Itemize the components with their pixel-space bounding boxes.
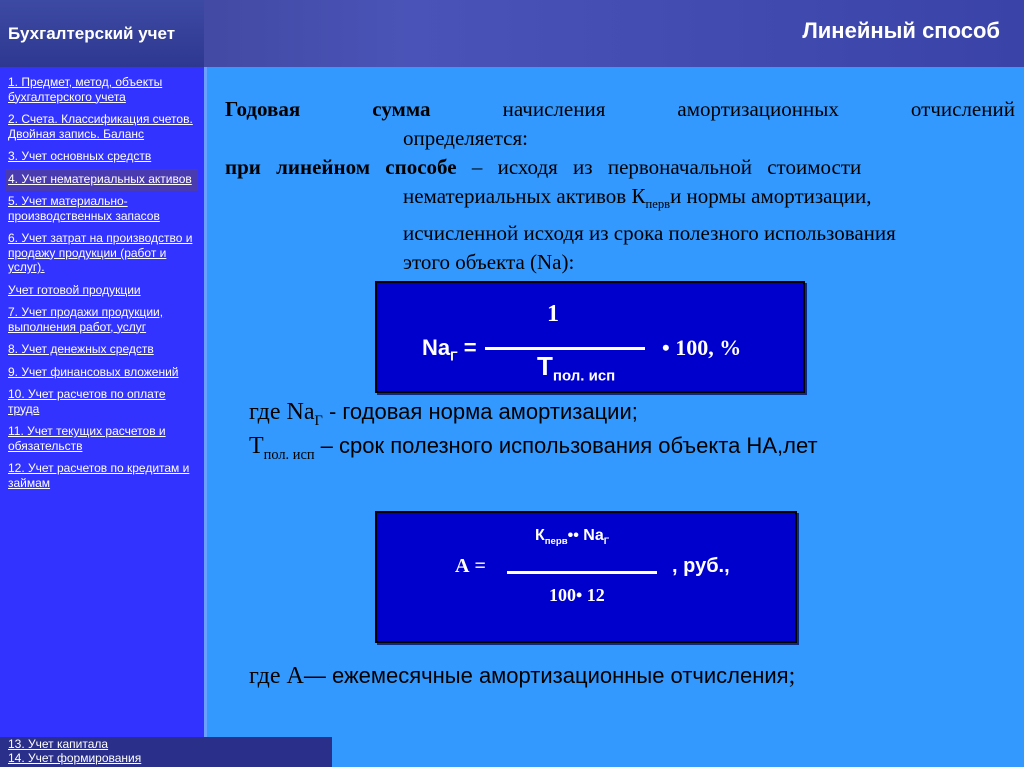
definition-term-sub: пол. исп <box>263 446 315 463</box>
intro-word-2: сумма <box>372 97 431 121</box>
sidebar-item-2[interactable]: 2. Счета. Классификация счетов. Двойная запись. Баланс <box>8 112 193 141</box>
intro-paragraph <box>225 95 1015 277</box>
sidebar-item-12[interactable]: 12. Учет расчетов по кредитам и займам <box>8 461 190 490</box>
formula-amount-denominator: 100• 12 <box>549 585 605 605</box>
definition-rate-term: где Na <box>249 399 315 425</box>
formula-rate-rhs: • 100, % <box>662 335 742 360</box>
intro-line-2: определяется: <box>403 126 528 150</box>
definition-rate-text: - годовая норма амортизации; <box>322 399 638 424</box>
sidebar-item-10[interactable]: 10. Учет расчетов по оплате труда <box>8 387 166 416</box>
definition-rate-term-sub: Г <box>314 412 323 429</box>
sidebar-item-14[interactable]: 14. Учет формирования <box>8 751 142 765</box>
definition-term-text: – срок полезного использования объекта НА,лет <box>314 433 818 458</box>
formula-box-rate <box>375 281 805 393</box>
sidebar-item-6a[interactable]: Учет готовой продукции <box>8 282 141 297</box>
formula-rate-den-main: Т <box>537 351 553 381</box>
slide-content <box>207 67 1024 737</box>
intro-line-3 <box>225 153 1015 182</box>
formula-amount-num-main: К <box>535 527 545 544</box>
formula-amount-num-dots: •• <box>567 527 579 544</box>
intro-word-5: отчислений <box>910 97 1015 121</box>
definition-amount-text: — ежемесячные амортизационные отчисления <box>303 663 789 688</box>
intro-line-4 <box>225 182 1015 219</box>
formula-rate-lhs-sub: Г <box>450 348 458 364</box>
intro-emphasis: при линейном способе <box>225 155 457 179</box>
intro-word-4: амортизационных <box>677 97 839 121</box>
sidebar-item-5[interactable]: 5. Учет материально-производственных запасов <box>8 194 160 223</box>
formula-amount-num-na: Na <box>578 527 604 544</box>
formula-rate-fraction-line <box>485 347 645 350</box>
formula-amount-num-na-sub: Г <box>603 536 610 548</box>
intro-line-3-rest: – исходя из первоначальной стоимости <box>456 155 862 179</box>
formula-amount-lhs: А = <box>455 555 486 577</box>
sidebar-item-11[interactable]: 11. Учет текущих расчетов и обязательств <box>8 424 166 453</box>
definition-term <box>249 433 818 464</box>
formula-rate-eq: = <box>457 335 477 360</box>
sidebar-item-8[interactable]: 8. Учет денежных средств <box>8 342 154 356</box>
intro-line-4-a: нематериальных активов К <box>403 184 646 208</box>
intro-line-6: этого объекта (Na): <box>403 250 575 275</box>
sidebar-item-6[interactable]: 6. Учет затрат на производство и продажу продукции (работ и услуг). <box>8 231 193 274</box>
page-title: Линейный способ <box>802 18 1000 43</box>
formula-rate-lhs <box>422 335 477 363</box>
formula-rate-den-sub: пол. исп <box>552 367 616 385</box>
definition-amount-end: ; <box>788 663 796 689</box>
app-brand: Бухгалтерский учет <box>0 0 204 67</box>
formula-amount-numerator <box>535 527 609 547</box>
intro-line-4-sub: перв <box>645 197 671 212</box>
intro-word-3: начисления <box>502 97 606 121</box>
formula-amount-fraction-line <box>507 571 657 574</box>
formula-amount-num-sub: перв <box>544 536 568 548</box>
formula-rate-numerator: 1 <box>547 301 559 327</box>
sidebar-nav <box>0 67 204 767</box>
intro-word-1: Годовая <box>225 97 301 121</box>
definition-term-symbol: Т <box>249 433 264 459</box>
sidebar-item-9[interactable]: 9. Учет финансовых вложений <box>8 364 179 379</box>
sidebar-item-4[interactable]: 4. Учет нематериальных активов <box>6 169 198 192</box>
definition-amount <box>249 663 795 690</box>
sidebar-item-7[interactable]: 7. Учет продажи продукции, выполнения работ, услуг <box>8 305 164 334</box>
intro-line-4-b: и нормы амортизации, <box>670 184 872 208</box>
definition-rate <box>249 399 638 430</box>
formula-rate-lhs-main: Na <box>422 335 451 360</box>
formula-amount-rhs: , руб., <box>672 555 730 577</box>
intro-line-1 <box>225 95 1015 124</box>
formula-rate-denominator <box>537 351 615 384</box>
formula-box-amount <box>375 511 797 643</box>
sidebar-item-1[interactable]: 1. Предмет, метод, объекты бухгалтерского учета <box>8 75 163 104</box>
sidebar-item-13[interactable]: 13. Учет капитала <box>8 737 109 751</box>
intro-line-5: исчисленной исходя из срока полезного использования <box>403 221 896 246</box>
sidebar-item-3[interactable]: 3. Учет основных средств <box>8 149 152 163</box>
definition-amount-term: где А <box>249 663 304 689</box>
sidebar-bottom-strip <box>0 737 332 767</box>
